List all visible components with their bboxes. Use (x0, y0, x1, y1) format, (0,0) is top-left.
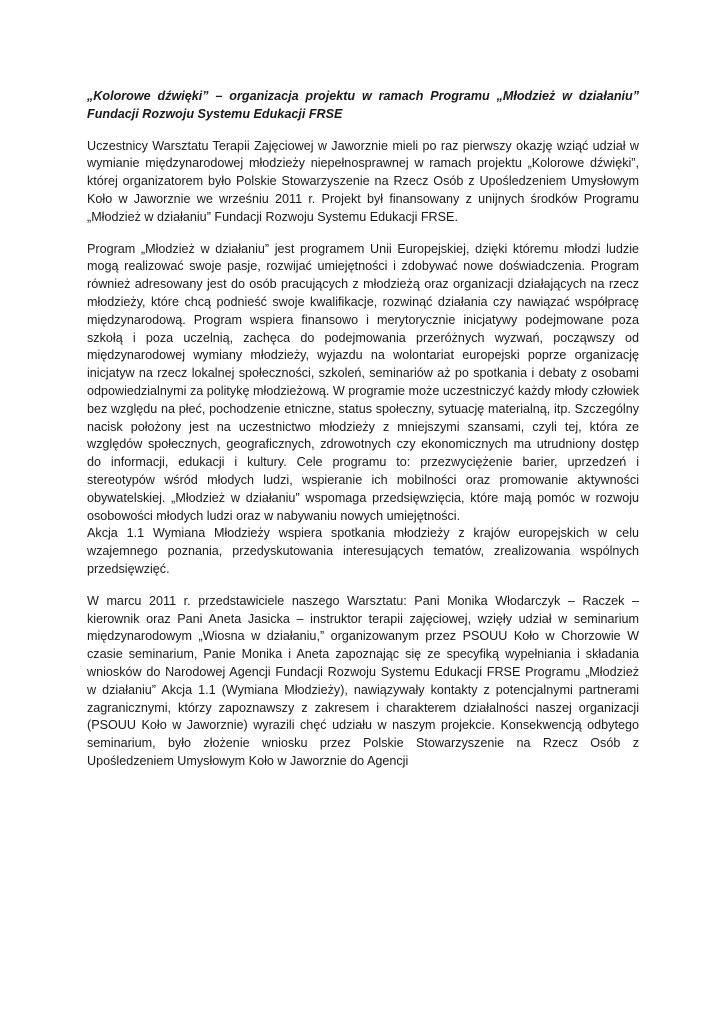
paragraph-action: Akcja 1.1 Wymiana Młodzieży wspiera spotkania młodzieży z krajów europejskich w celu wzajemnego poznania, przedyskutowania interesujących tematów, zrealizowania wspólnych przedsięwzięć. (87, 526, 639, 576)
paragraph-group-program (87, 241, 639, 579)
document-title: „Kolorowe dźwięki” – organizacja projektu w ramach Programu „Młodzież w działaniu” Fundacji Rozwoju Systemu Edukacji FRSE (87, 89, 639, 121)
paragraph-seminar: W marcu 2011 r. przedstawiciele naszego Warsztatu: Pani Monika Włodarczyk – Raczek – kierownik oraz Pani Aneta Jasicka – instruktor terapii zajęciowej, wzięły udział w seminarium międzynarodowym „Wiosna w działaniu,” organizowanym przez PSOUU Koło w Chorzowie W czasie seminarium, Panie Monika i Aneta zapoznając się ze specyfiką wypełniania i składania wniosków do Narodowej Agencji Fundacji Rozwoju Systemu Edukacji FRSE Programu „Młodzież w działaniu” Akcja 1.1 (Wymiana Młodzieży), nawiązywały kontakty z potencjalnymi partnerami zagranicznymi, którzy zapoznawszy z zakresem i charakterem działalności naszej organizacji (PSOUU Koło w Jaworznie) wyrazili chęć udziału w naszym projekcie. Konsekwencją odbytego seminarium, było złożenie wniosku przez Polskie Stowarzyszenie na Rzecz Osób z Upośledzeniem Umysłowym Koło w Jaworznie do Agencji (87, 593, 639, 768)
paragraph-intro: Uczestnicy Warsztatu Terapii Zajęciowej w Jaworznie mieli po raz pierwszy okazję wziąć udział w wymianie międzynarodowej młodzieży niepełnosprawnej w ramach projektu „Kolorowe dźwięki”, której organizatorem było Polskie Stowarzyszenie na Rzecz Osób z Upośledzeniem Umysłowym Koło w Jaworznie we wrześniu 2011 r. Projekt był finansowany z unijnych środków Programu „Młodzież w działaniu” Fundacji Rozwoju Systemu Edukacji FRSE. (87, 138, 639, 224)
document-page (87, 88, 639, 785)
paragraph-program: Program „Młodzież w działaniu” jest programem Unii Europejskiej, dzięki któremu młodzi ludzie mogą realizować swoje pasje, rozwijać umiejętności i zdobywać nowe doświadczenia. Program również adresowany jest do osób pracujących z młodzieżą oraz organizacji działających na rzecz młodzieży, które chcą podnieść swoje kwalifikacje, rozwinąć działania czy nawiązać współpracę międzynarodową. Program wspiera finansowo i merytorycznie inicjatywy podejmowane poza szkołą i poza uczelnią, zachęca do podejmowania przeróżnych wyzwań, począwszy od międzynarodowej wymiany młodzieży, wyjazdu na wolontariat europejski poprze organizację inicjatyw na rzecz lokalnej społeczności, szkoleń, seminariów aż po spotkania i debaty z osobami odpowiedzialnymi za politykę młodzieżową. W programie może uczestniczyć każdy młody człowiek bez względu na płeć, pochodzenie etniczne, status społeczny, sytuację materialną, itp. Szczególny nacisk położony jest na uczestnictwo młodzieży z mniejszymi szansami, czyli tej, która ze względów społecznych, geograficznych, zdrowotnych czy ekonomicznych ma utrudniony dostęp do informacji, edukacji i kultury. Cele programu to: przezwyciężenie barier, uprzedzeń i stereotypów wśród młodych ludzi, wspieranie ich mobilności oraz promowanie aktywności obywatelskiej. „Młodzież w działaniu” wspomaga przedsięwzięcia, które mają pomóc w rozwoju osobowości młodych ludzi oraz w nabywaniu nowych umiejętności. (87, 241, 639, 523)
